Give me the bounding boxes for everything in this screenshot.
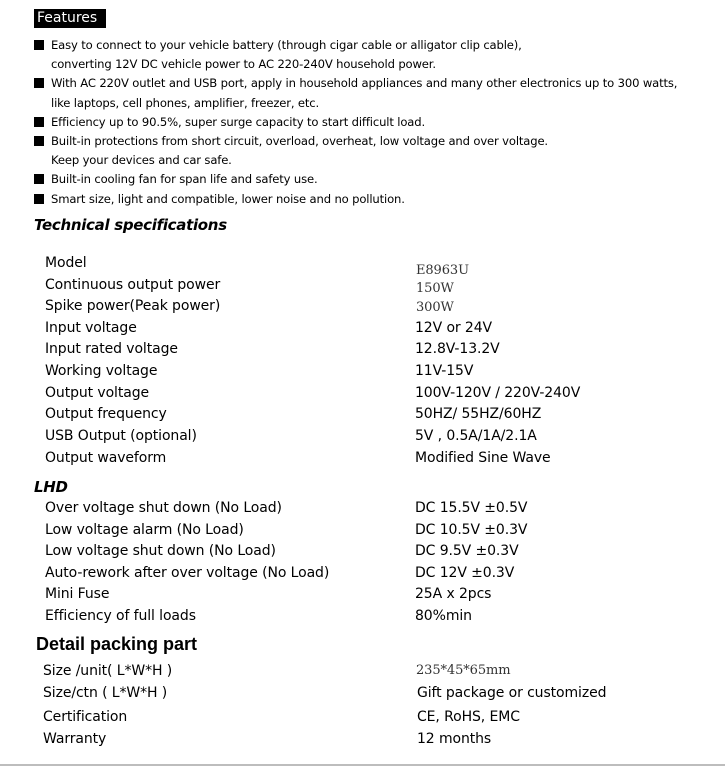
- feature-line: With AC 220V outlet and USB port, apply in household appliances and many other electronics up to 300 watts,: [51, 76, 678, 91]
- lhd-title: LHD: [34, 478, 68, 496]
- spec-value: 5V , 0.5A/1A/2.1A: [415, 428, 537, 444]
- lhd-label: Mini Fuse: [45, 586, 110, 602]
- spec-label: Working voltage: [45, 363, 158, 379]
- spec-value: 12.8V-13.2V: [415, 341, 500, 357]
- spec-label: Output voltage: [45, 385, 149, 401]
- spec-value: 50HZ/ 55HZ/60HZ: [415, 406, 542, 422]
- lhd-label: Low voltage alarm (No Load): [45, 522, 244, 538]
- feature-item: [34, 170, 724, 189]
- bullet-square-icon: [34, 117, 44, 127]
- spec-value: Modified Sine Wave: [415, 450, 551, 466]
- lhd-label: Efficiency of full loads: [45, 608, 196, 624]
- features-list: [34, 36, 724, 209]
- lhd-value: 80%min: [415, 608, 472, 624]
- feature-item: [34, 113, 724, 132]
- features-header: Features: [34, 9, 106, 28]
- packing-title: Detail packing part: [36, 634, 198, 654]
- feature-line: converting 12V DC vehicle power to AC 220-240V household power.: [51, 57, 436, 72]
- bullet-square-icon: [34, 174, 44, 184]
- feature-item: [34, 190, 724, 209]
- spec-label: Output waveform: [45, 450, 167, 466]
- bullet-square-icon: [34, 136, 44, 146]
- feature-line: Efficiency up to 90.5%, super surge capacity to start difficult load.: [51, 114, 425, 129]
- lhd-value: DC 9.5V ±0.3V: [415, 543, 519, 559]
- spec-value: 100V-120V / 220V-240V: [415, 385, 581, 401]
- spec-value: E8963U: [416, 263, 469, 278]
- feature-item: [34, 36, 724, 74]
- feature-line: Easy to connect to your vehicle battery (through cigar cable or alligator clip cable),: [51, 38, 522, 52]
- spec-value: 11V-15V: [415, 363, 474, 379]
- lhd-value: DC 12V ±0.3V: [415, 565, 515, 581]
- packing-label: Size /unit( L*W*H ): [43, 663, 173, 679]
- spec-value: 12V or 24V: [415, 320, 493, 336]
- feature-line: Built-in protections from short circuit, overload, overheat, low voltage and over voltage.: [51, 134, 548, 149]
- feature-item: [34, 132, 724, 170]
- lhd-label: Auto-rework after over voltage (No Load): [45, 565, 330, 581]
- packing-value: CE, RoHS, EMC: [417, 709, 520, 725]
- feature-item: [34, 74, 724, 112]
- bullet-square-icon: [34, 40, 44, 50]
- packing-label: Warranty: [43, 731, 107, 747]
- lhd-value: DC 15.5V ±0.5V: [415, 500, 528, 516]
- spec-label: Output frequency: [45, 406, 167, 422]
- spec-label: Input rated voltage: [45, 341, 178, 357]
- bullet-square-icon: [34, 78, 44, 88]
- spec-label: Spike power(Peak power): [45, 298, 221, 314]
- spec-label: Input voltage: [45, 320, 137, 336]
- bullet-square-icon: [34, 194, 44, 204]
- spec-label: USB Output (optional): [45, 428, 197, 444]
- spec-value: 150W: [416, 281, 454, 296]
- feature-line: Built-in cooling fan for span life and safety use.: [51, 172, 318, 187]
- lhd-label: Over voltage shut down (No Load): [45, 500, 282, 516]
- lhd-value: 25A x 2pcs: [415, 586, 492, 602]
- feature-line: Smart size, light and compatible, lower noise and no pollution.: [51, 191, 405, 206]
- lhd-value: DC 10.5V ±0.3V: [415, 522, 528, 538]
- bottom-divider: [0, 764, 725, 766]
- packing-label: Size/ctn ( L*W*H ): [43, 685, 168, 701]
- packing-value: 235*45*65mm: [416, 663, 511, 678]
- spec-label: Model: [45, 255, 87, 271]
- technical-specs-title: Technical specifications: [34, 216, 227, 234]
- spec-label: Continuous output power: [45, 277, 221, 293]
- spec-value: 300W: [416, 300, 454, 315]
- packing-value: 12 months: [417, 731, 492, 747]
- packing-label: Certification: [43, 709, 128, 725]
- feature-line: like laptops, cell phones, amplifier, freezer, etc.: [51, 95, 320, 110]
- packing-value: Gift package or customized: [417, 685, 607, 701]
- lhd-label: Low voltage shut down (No Load): [45, 543, 276, 559]
- feature-line: Keep your devices and car safe.: [51, 153, 232, 168]
